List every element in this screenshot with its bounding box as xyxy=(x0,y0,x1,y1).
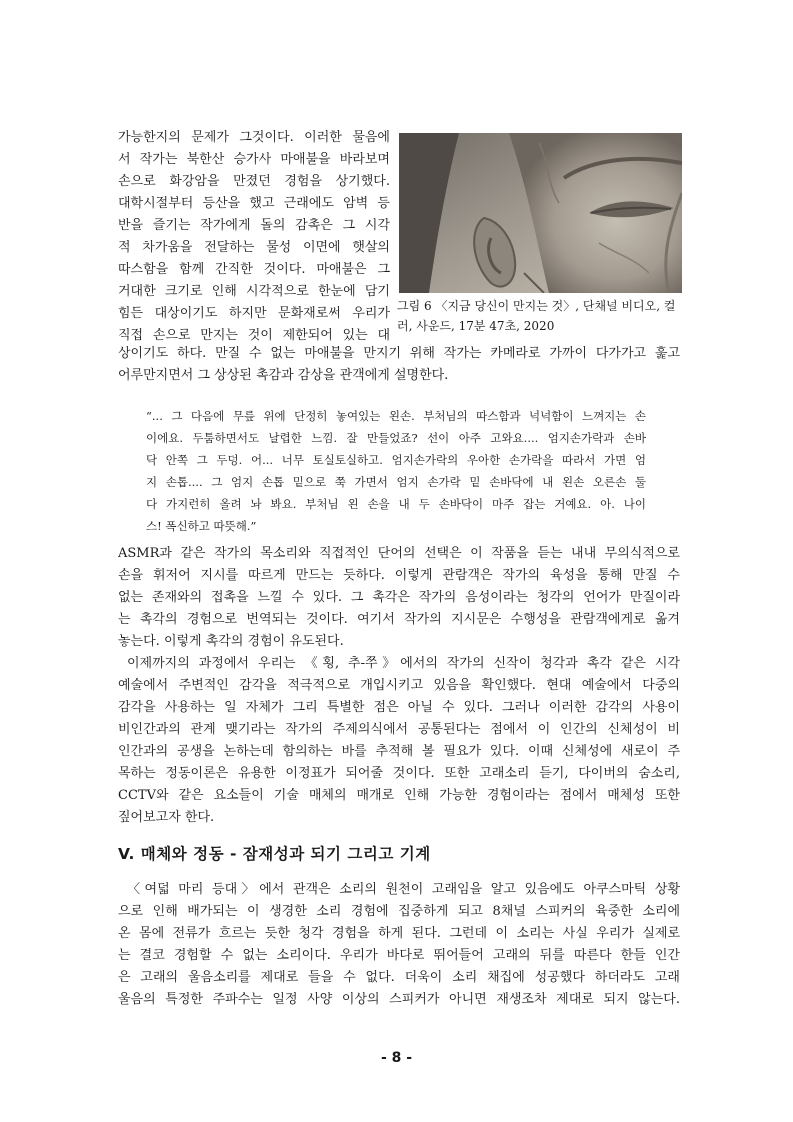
quote-line: 지 손톱.... 그 엄지 손톱 밑으로 쭉 가면서 엄지 손가락 밑 손바닥에 내 왼손 오른손 둘 xyxy=(146,475,646,489)
text-line: 거대한 크기로 인해 시각적으로 한눈에 담기 xyxy=(118,284,390,299)
text-line: 인간과의 공생을 논하는데 함의하는 바를 추적해 볼 필요가 있다. 이때 신체성에 새로이 주 xyxy=(118,744,680,759)
text-line: 손으로 화강암을 만졌던 경험을 상기했다. xyxy=(118,174,390,189)
text-line: 없는 존재와의 접촉을 느낄 수 있다. 그 촉각은 작가의 음성이라는 청각의 언어가 만질이라 xyxy=(118,590,680,605)
text-line: 어루만지면서 그 상상된 촉감과 감상을 관객에게 설명한다. xyxy=(118,368,449,383)
section-heading: V. 매체와 정동 - 잠재성과 되기 그리고 기계 xyxy=(118,845,431,863)
text-line: 이제까지의 과정에서 우리는 《횡, 추-쭈》에서의 작가의 신작이 청각과 촉각 같은 시각 xyxy=(127,656,680,671)
text-line: 서 작가는 북한산 승가사 마애불을 바라보며 xyxy=(118,152,390,167)
text-line: 는 촉각의 경험으로 번역되는 것이다. 여기서 작가의 지시문은 수행성을 관람객에게로 옮겨 xyxy=(118,612,680,627)
text-line: 비인간과의 관계 맺기라는 작가의 주제의식에서 공통된다는 점에서 이 인간의 신체성이 비 xyxy=(118,722,680,737)
text-line: 적 차가움을 전달하는 물성 이면에 햇살의 xyxy=(118,240,390,255)
text-line: ASMR과 같은 작가의 목소리와 직접적인 단어의 선택은 이 작품을 듣는 내내 무의식적으로 xyxy=(118,546,680,561)
quote-line: 다 가지런히 올려 놔 봐요. 부처님 왼 손을 내 두 손바닥이 마주 잡는 거예요. 아. 나이 xyxy=(146,497,646,511)
text-line: 감각을 사용하는 일 자체가 그리 특별한 점은 아닐 수 있다. 그러나 이러한 감각의 사용이 xyxy=(118,700,680,715)
buddha-rock-carving-photo xyxy=(399,133,682,293)
text-line: 상이기도 하다. 만질 수 없는 마애불을 만지기 위해 작가는 카메라로 가까이 다가가고 훑고 xyxy=(118,346,680,361)
text-line: 은 고래의 울음소리를 제대로 들을 수 없다. 더욱이 소리 채집에 성공했다 하더라도 고래 xyxy=(118,970,680,985)
text-line: 온 몸에 전류가 흐르는 듯한 청각 경험을 하게 된다. 그런데 이 소리는 사실 우리가 실제로 xyxy=(118,926,680,941)
quote-line: 스! 폭신하고 따뜻해.” xyxy=(146,519,257,533)
text-line: 손을 휘저어 지시를 따르게 만드는 듯하다. 이렇게 관람객은 작가의 육성을 통해 만질 수 xyxy=(118,568,680,583)
quote-line: 이에요. 두툼하면서도 날렵한 느낌. 잘 만들었죠? 선이 아주 고와요.... 엄지손가락과 손바 xyxy=(146,431,646,445)
quote-line: 닥 안쪽 그 두덩. 어... 너무 토실토실하고. 엄지손가락의 우아한 손가락을 따라서 가면 엄 xyxy=(146,453,646,467)
text-line: CCTV와 같은 요소들이 기술 매체의 매개로 인해 가능한 경험이라는 점에서 매체성 또한 xyxy=(118,788,680,803)
text-line: 직접 손으로 만지는 것이 제한되어 있는 대 xyxy=(118,328,390,343)
text-line: 힘든 대상이기도 하지만 문화재로써 우리가 xyxy=(118,306,390,321)
text-line: 〈여덟 마리 등대〉에서 관객은 소리의 원천이 고래임을 알고 있음에도 아쿠스마틱 상황 xyxy=(127,882,680,897)
text-line: 놓는다. 이렇게 촉각의 경험이 유도된다. xyxy=(118,634,344,649)
figure-caption-line: 그림 6 〈지금 당신이 만지는 것〉, 단채널 비디오, 컬 xyxy=(397,299,676,313)
buddha-face-icon xyxy=(399,133,682,293)
text-line: 울음의 특정한 주파수는 일정 사양 이상의 스피커가 아니면 재생조차 제대로 되지 않는다. xyxy=(118,992,680,1007)
text-line: 따스함을 함께 간직한 것이다. 마애불은 그 xyxy=(118,262,390,277)
text-line: 가능한지의 문제가 그것이다. 이러한 물음에 xyxy=(118,130,390,145)
page-number: - 8 - xyxy=(380,1050,413,1066)
text-line: 으로 인해 배가되는 이 생경한 소리 경험에 집중하게 되고 8채널 스피커의 육중한 소리에 xyxy=(118,904,680,919)
text-line: 목하는 정동이론은 유용한 이정표가 되어줄 것이다. 또한 고래소리 듣기, 다이버의 숨소리, xyxy=(118,766,680,781)
text-line: 대학시절부터 등산을 했고 근래에도 암벽 등 xyxy=(118,196,390,211)
text-line: 예술에서 주변적인 감각을 적극적으로 개입시키고 있음을 확인했다. 현대 예술에서 다중의 xyxy=(118,678,680,693)
figure-caption-line: 러, 사운드, 17분 47초, 2020 xyxy=(397,319,555,333)
text-line: 짚어보고자 한다. xyxy=(118,810,215,825)
text-line: 는 결코 경험할 수 없는 소리이다. 우리가 바다로 뛰어들어 고래의 뒤를 따른다 한들 인간 xyxy=(118,948,680,963)
quote-line: “... 그 다음에 무릎 위에 단정히 놓여있는 왼손. 부처님의 따스함과 넉넉함이 느껴지는 손 xyxy=(146,409,646,423)
text-line: 반을 즐기는 작가에게 돌의 감촉은 그 시각 xyxy=(118,218,390,233)
